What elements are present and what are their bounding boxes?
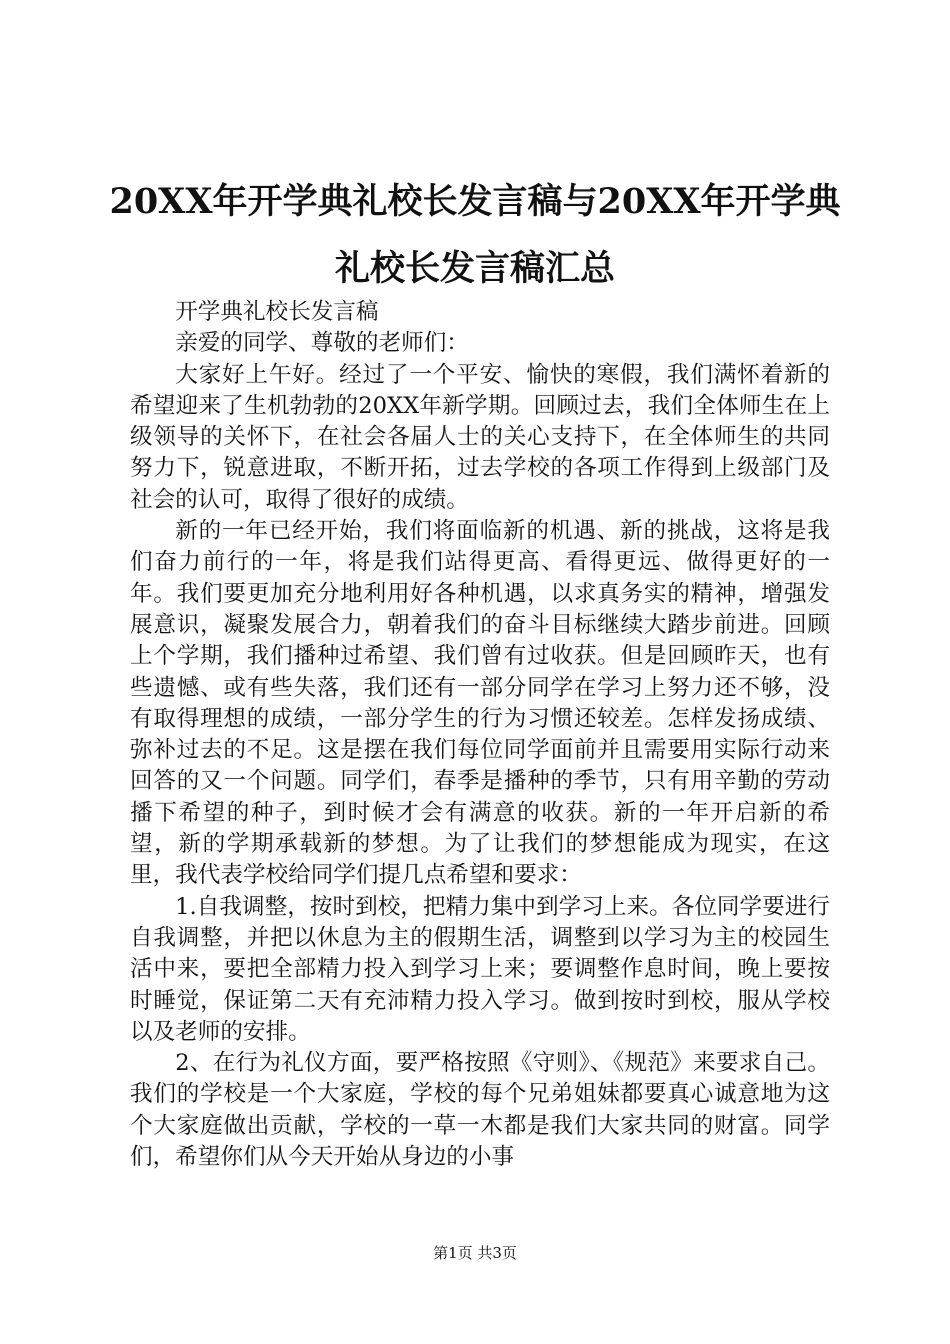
paragraph: 开学典礼校长发言稿 <box>175 299 379 325</box>
paragraph: 1.自我调整，按时到校，把精力集中到学习上来。各位同学要进行自我调整，并把以休息为主的假期生活，调整到以学习为主的校园生活中来，要把全部精力投入到学习上来；要调整作息时间，晚上要按时睡觉，保证第二天有充沛精力投入学习。做到按时到校，服从学校以及老师的安排。 <box>130 893 830 1045</box>
document-body <box>130 297 830 1173</box>
paragraph: 亲爱的同学、尊敬的老师们： <box>175 330 469 357</box>
document-title: 20XX年开学典礼校长发言稿与20XX年开学典礼校长发言稿汇总 <box>109 181 841 289</box>
paragraph: 2、在行为礼仪方面，要严格按照《守则》、《规范》来要求自己。我们的学校是一个大家庭，学校的每个兄弟姐妹都要真心诚意地为这个大家庭做出贡献，学校的一草一木都是我们大家共同的财富。同学们，希望你们从今天开始从身边的小事 <box>130 1050 830 1171</box>
paragraph: 大家好上午好。经过了一个平安、愉快的寒假，我们满怀着新的希望迎来了生机勃勃的20XX年新学期。回顾过去，我们全体师生在上级领导的关怀下，在社会各届人士的关心支持下，在全体师生的共同努力下，锐意进取，不断开拓，过去学校的各项工作得到上级部门及社会的认可，取得了很好的成绩。 <box>130 361 830 513</box>
page-footer: 第1页 共3页 <box>433 1244 517 1262</box>
paragraph: 新的一年已经开始，我们将面临新的机遇、新的挑战，这将是我们奋力前行的一年，将是我们站得更高、看得更远、做得更好的一年。我们要更加充分地利用好各种机遇，以求真务实的精神，增强发展意识，凝聚发展合力，朝着我们的奋斗目标继续大踏步前进。回顾上个学期，我们播种过希望、我们曾有过收获。但是回顾昨天，也有些遗憾、或有些失落，我们还有一部分同学在学习上努力还不够，没有取得理想的成绩，一部分学生的行为习惯还较差。怎样发扬成绩、弥补过去的不足。这是摆在我们每位同学面前并且需要用实际行动来回答的又一个问题。同学们，春季是播种的季节，只有用辛勤的劳动播下希望的种子，到时候才会有满意的收获。新的一年开启新的希望，新的学期承载新的梦想。为了让我们的梦想能成为现实，在这里，我代表学校给同学们提几点希望和要求： <box>130 518 830 889</box>
